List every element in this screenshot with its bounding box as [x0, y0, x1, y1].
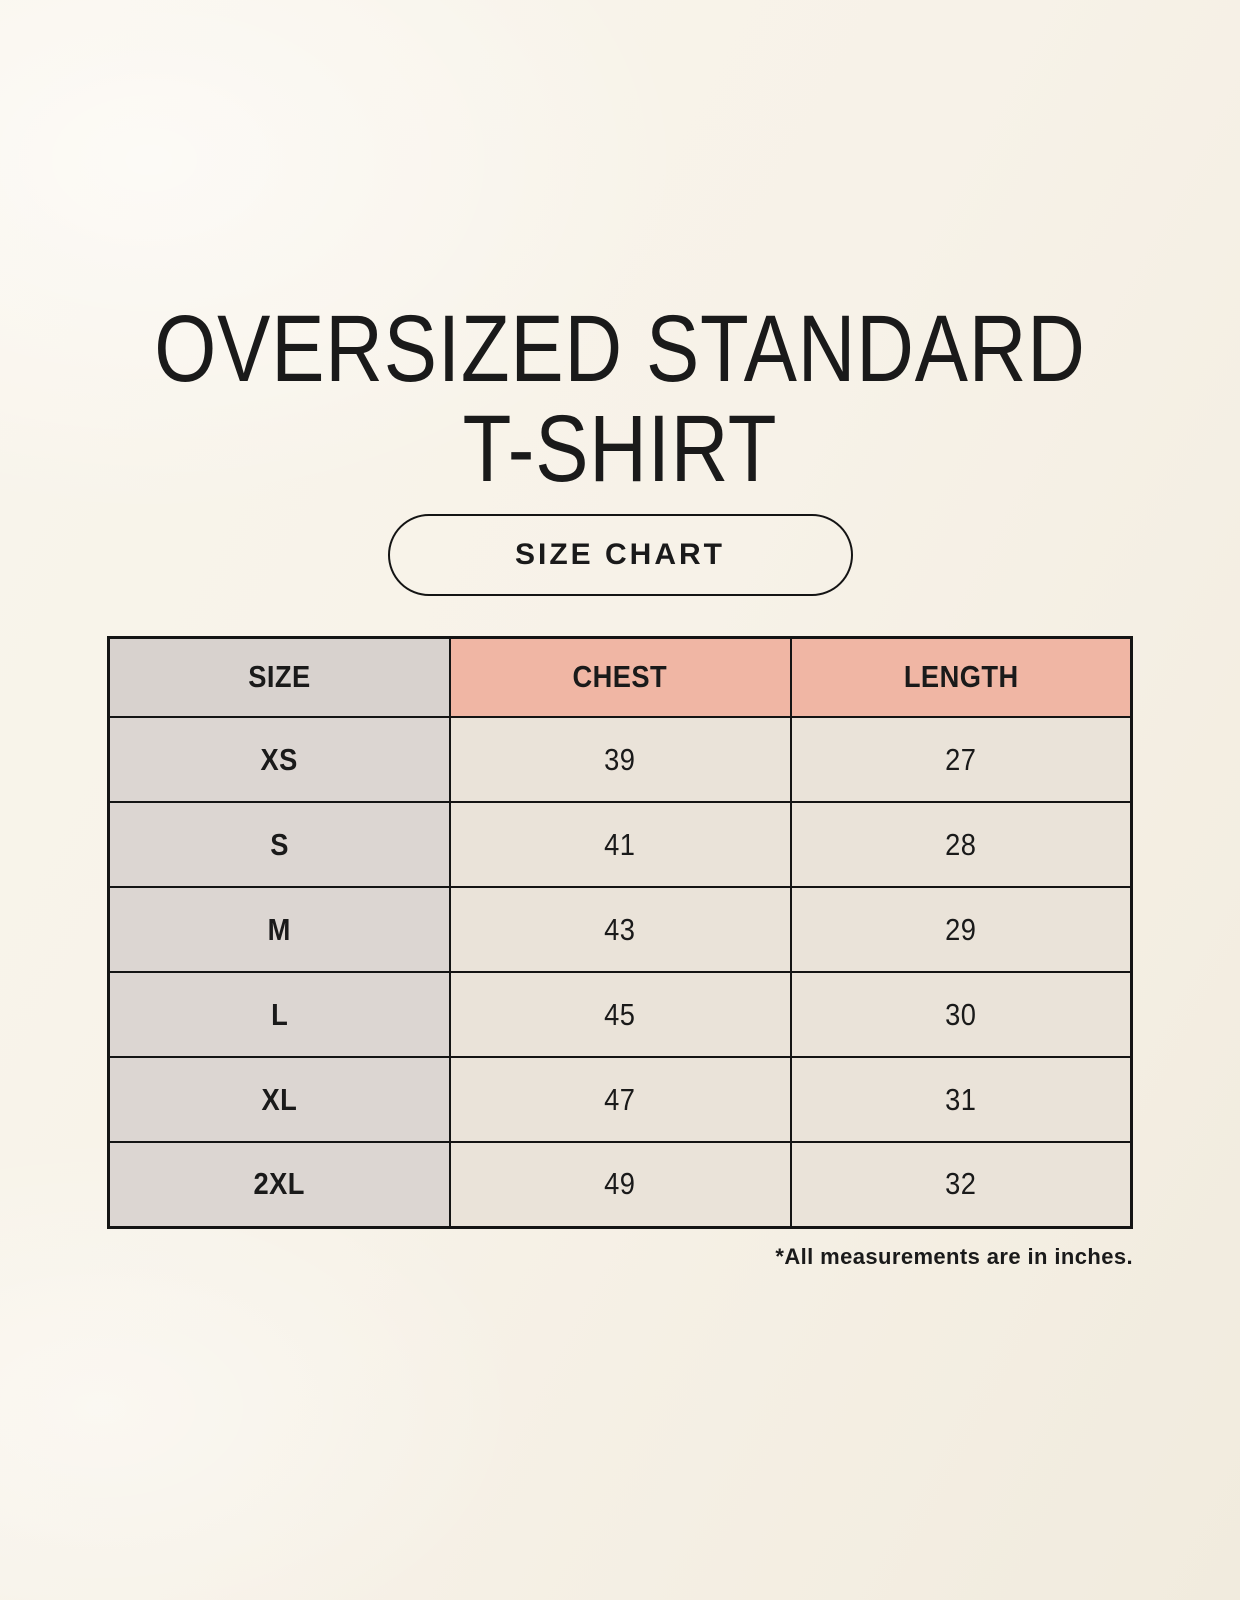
column-header-chest: CHEST	[450, 637, 791, 717]
table-row-xl	[109, 1057, 1132, 1142]
measurement-note: *All measurements are in inches.	[775, 1243, 1133, 1269]
table-row-l	[109, 972, 1132, 1057]
table-row-s	[109, 802, 1132, 887]
table-header-row	[109, 637, 1132, 717]
title-line-1: OVERSIZED STANDARD	[154, 296, 1086, 402]
length-value: 29	[791, 887, 1132, 972]
pill-wrap	[0, 514, 1240, 596]
column-header-size: SIZE	[109, 637, 450, 717]
chest-value: 47	[450, 1057, 791, 1142]
table-row-xs	[109, 717, 1132, 802]
page-title	[99, 296, 1141, 502]
size-label: M	[109, 887, 450, 972]
size-chart-button-label: SIZE CHART	[515, 537, 725, 571]
chest-value: 45	[450, 972, 791, 1057]
title-line-2: T-SHIRT	[462, 395, 778, 502]
title-wrap	[0, 0, 1240, 500]
length-value: 27	[791, 717, 1132, 802]
length-value: 28	[791, 802, 1132, 887]
size-label: XS	[109, 717, 450, 802]
chest-value: 41	[450, 802, 791, 887]
table-row-m	[109, 887, 1132, 972]
size-label: 2XL	[109, 1142, 450, 1227]
column-header-length: LENGTH	[791, 637, 1132, 717]
size-label: S	[109, 802, 450, 887]
size-label: L	[109, 972, 450, 1057]
table-row-2xl	[109, 1142, 1132, 1227]
size-chart-table	[107, 636, 1133, 1229]
length-value: 32	[791, 1142, 1132, 1227]
chest-value: 39	[450, 717, 791, 802]
length-value: 31	[791, 1057, 1132, 1142]
size-label: XL	[109, 1057, 450, 1142]
chest-value: 49	[450, 1142, 791, 1227]
size-chart-button[interactable]	[388, 514, 853, 596]
length-value: 30	[791, 972, 1132, 1057]
chest-value: 43	[450, 887, 791, 972]
